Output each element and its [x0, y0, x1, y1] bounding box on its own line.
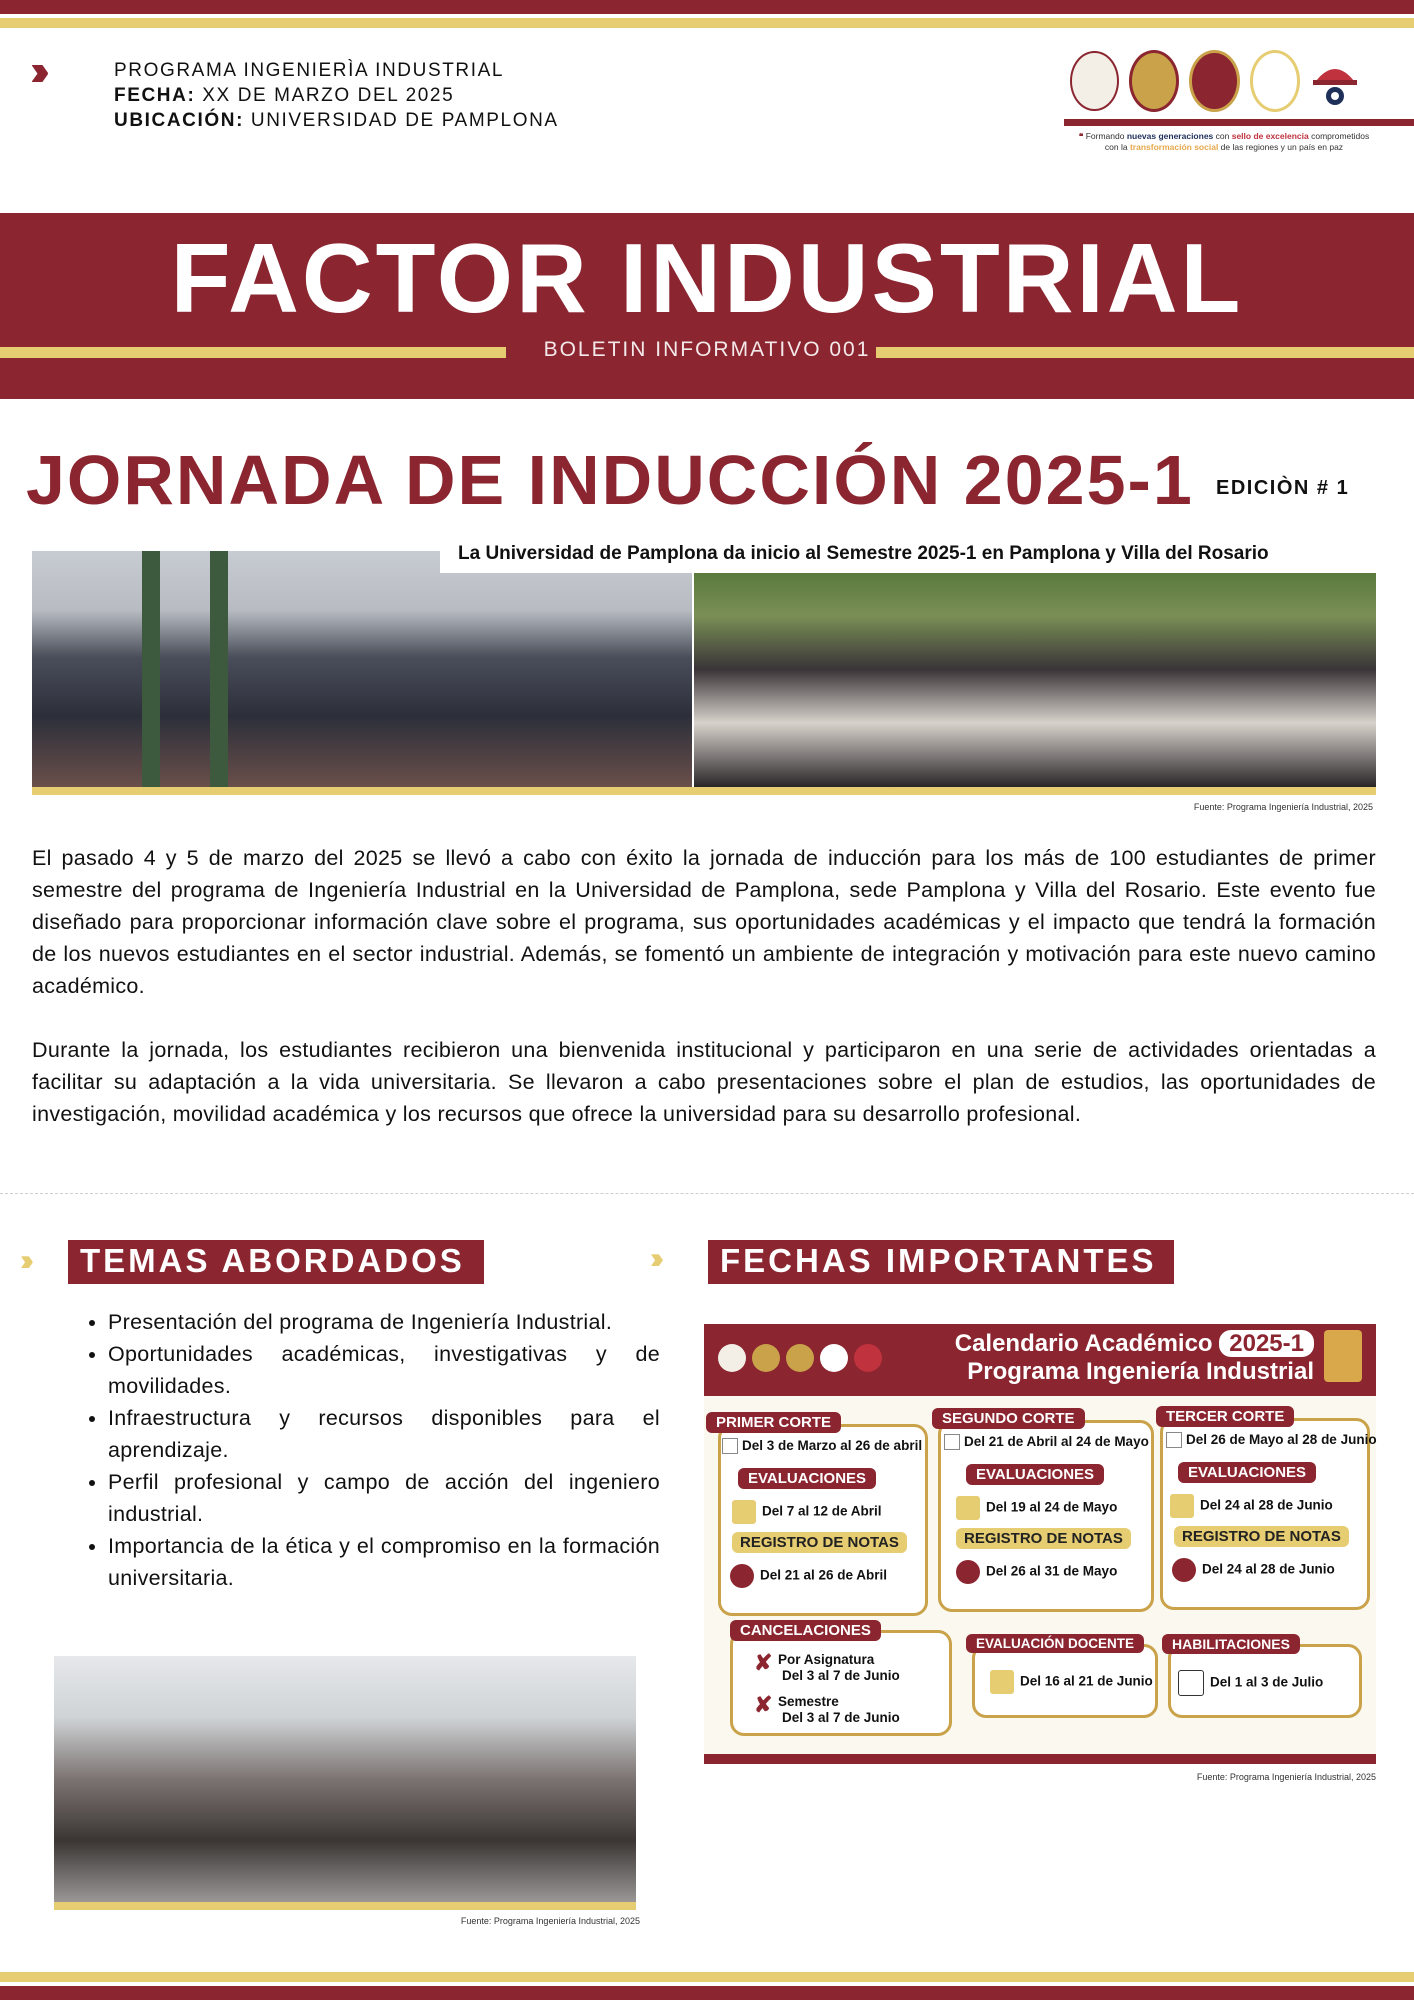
photo-source: Fuente: Programa Ingeniería Industrial, 2025 [1193, 802, 1373, 812]
segundo-corte-eval: Del 19 al 24 de Mayo [956, 1496, 1117, 1520]
accreditation-seal-icon [786, 1344, 814, 1372]
habilitaciones-tag: HABILITACIONES [1162, 1634, 1300, 1654]
topics-heading: TEMAS ABORDADOS [68, 1240, 484, 1284]
printer-icon [956, 1560, 980, 1584]
teacher-eval-tag: EVALUACIÓN DOCENTE [966, 1634, 1144, 1653]
accreditation-seal-icon [1189, 50, 1240, 112]
folder-icon [1324, 1330, 1362, 1382]
engineering-helmet-icon [1310, 53, 1360, 109]
bottom-maroon-stripe [0, 1986, 1414, 2000]
primer-corte-eval: Del 7 al 12 de Abril [732, 1500, 882, 1524]
section-divider [0, 1193, 1414, 1194]
evaluations-tag: EVALUACIONES [738, 1468, 876, 1489]
photo-gold-underline [32, 787, 1376, 795]
topic-item: • Importancia de la ética y el compromiso en la formación universitaria. [108, 1530, 660, 1594]
top-gold-stripe [0, 18, 1414, 28]
topic-item: • Perfil profesional y campo de acción del ingeniero industrial. [108, 1466, 660, 1530]
notes-tag: REGISTRO DE NOTAS [956, 1528, 1131, 1549]
teacher-eval-range: Del 16 al 21 de Junio [990, 1670, 1153, 1694]
topics-list [72, 1306, 660, 1594]
university-seal-icon [1070, 51, 1119, 111]
checkbox-icon [944, 1434, 960, 1450]
article-paragraph-2: Durante la jornada, los estudiantes recibieron una bienvenida institucional y participaron en una serie de actividades orientadas a facilitar su adaptación a la vida universitaria. Se llevaron a cabo presentaciones sobre el plan de estudios, las oportunidades de investigación, movilidad académica y los recursos que ofrece la universidad para su desarrollo profesional. [32, 1038, 1376, 1126]
newsletter-subtitle: BOLETIN INFORMATIVO 001 [543, 338, 871, 361]
tercer-corte-eval: Del 24 al 28 de Junio [1170, 1494, 1333, 1518]
location-value: UNIVERSIDAD DE PAMPLONA [250, 110, 559, 131]
clipboard-icon [732, 1500, 756, 1524]
segundo-corte-tag: SEGUNDO CORTE [932, 1408, 1085, 1429]
cancel-semester: Semestre Del 3 al 7 de Junio [778, 1694, 900, 1725]
institution-logos [1070, 44, 1360, 118]
slogan: ❝ Formando nuevas generaciones con sello de excelencia comprometidos con la transformación social de las regiones y un país en paz [1078, 131, 1370, 152]
clipboard-icon [1170, 1494, 1194, 1518]
tercer-corte-tag: TERCER CORTE [1156, 1406, 1294, 1427]
checkbox-icon [1166, 1432, 1182, 1448]
cancelaciones-tag: CANCELACIONES [730, 1620, 881, 1641]
calendar-footer-bar [704, 1754, 1376, 1764]
location-label: UBICACIÓN: [114, 110, 244, 131]
ric-logo-icon [1250, 50, 1301, 112]
calendar-year-badge: 2025-1 [1219, 1330, 1314, 1357]
header-info [114, 58, 559, 133]
chevron-icon: ››› [30, 46, 38, 95]
ric-logo-icon [820, 1344, 848, 1372]
segundo-corte-range: Del 21 de Abril al 24 de Mayo [944, 1434, 1149, 1450]
academic-calendar [704, 1324, 1376, 1764]
cancel-subject: Por Asignatura Del 3 al 7 de Junio [778, 1652, 900, 1683]
photo-caption: La Universidad de Pamplona da inicio al Semestre 2025-1 en Pamplona y Villa del Rosario [458, 543, 1269, 564]
habilitaciones-range: Del 1 al 3 de Julio [1178, 1670, 1323, 1696]
calendar-logos [718, 1344, 882, 1372]
primer-corte-tag: PRIMER CORTE [706, 1412, 841, 1433]
pencil-paper-icon [1178, 1670, 1204, 1696]
checklist-icon [990, 1670, 1014, 1694]
tercer-corte-range: Del 26 de Mayo al 28 de Junio [1166, 1432, 1377, 1448]
tercer-corte-notes: Del 24 al 28 de Junio [1172, 1558, 1335, 1582]
cross-icon: ✘ [754, 1692, 773, 1717]
classroom-photo [54, 1656, 636, 1902]
evaluations-tag: EVALUACIONES [966, 1464, 1104, 1485]
university-seal-icon [718, 1344, 746, 1372]
induction-photo-pamplona [32, 551, 692, 787]
primer-corte-range: Del 3 de Marzo al 26 de abril [722, 1438, 922, 1454]
induction-photo-villa-del-rosario [694, 573, 1376, 787]
topic-item: • Presentación del programa de Ingeniería Industrial. [108, 1306, 660, 1338]
notes-tag: REGISTRO DE NOTAS [1174, 1526, 1349, 1547]
chevron-icon: ››› [20, 1244, 26, 1277]
newsletter-title: FACTOR INDUSTRIAL [170, 223, 1244, 333]
classroom-photo-underline [54, 1902, 636, 1910]
clipboard-icon [956, 1496, 980, 1520]
chevron-icon: ››› [650, 1242, 656, 1275]
checkbox-icon [722, 1438, 738, 1454]
edition-label: EDICIÒN # 1 [1216, 477, 1350, 499]
top-maroon-stripe [0, 0, 1414, 14]
notes-tag: REGISTRO DE NOTAS [732, 1532, 907, 1553]
cross-icon: ✘ [754, 1650, 773, 1675]
topic-item: • Infraestructura y recursos disponibles para el aprendizaje. [108, 1402, 660, 1466]
article-paragraph-1: El pasado 4 y 5 de marzo del 2025 se llevó a cabo con éxito la jornada de inducción para los más de 100 estudiantes de primer semestre del programa de Ingeniería Industrial en la Universidad de Pamplona, sede Pamplona y Villa del Rosario. Este evento fue diseñado para proporcionar información clave sobre el programa, sus oportunidades académicas y el impacto que tendrá la formación de los nuevos estudiantes en el sector industrial. Además, se fomentó un ambiente de integración y motivación para este nuevo camino académico. [32, 846, 1376, 998]
excellence-badge-icon [1129, 50, 1180, 112]
printer-icon [1172, 1558, 1196, 1582]
evaluations-tag: EVALUACIONES [1178, 1462, 1316, 1483]
date-value: XX DE MARZO DEL 2025 [202, 85, 455, 106]
excellence-badge-icon [752, 1344, 780, 1372]
logo-underline [1064, 119, 1414, 126]
dates-heading: FECHAS IMPORTANTES [708, 1240, 1174, 1284]
segundo-corte-notes: Del 26 al 31 de Mayo [956, 1560, 1117, 1584]
quote-icon: ❝ [1078, 131, 1086, 141]
date-label: FECHA: [114, 85, 196, 106]
bottom-gold-stripe [0, 1972, 1414, 1982]
primer-corte-notes: Del 21 al 26 de Abril [730, 1564, 887, 1588]
article-title: JORNADA DE INDUCCIÓN 2025-1 [26, 441, 1194, 519]
program-line: PROGRAMA INGENIERÌA INDUSTRIAL [114, 60, 505, 81]
calendar-source: Fuente: Programa Ingeniería Industrial, 2025 [1196, 1772, 1376, 1782]
topic-item: • Oportunidades académicas, investigativas y de movilidades. [108, 1338, 660, 1402]
printer-icon [730, 1564, 754, 1588]
classroom-photo-source: Fuente: Programa Ingeniería Industrial, 2025 [460, 1916, 640, 1926]
calendar-title: Calendario Académico 2025-1 Programa Ingeniería Industrial [954, 1330, 1314, 1385]
